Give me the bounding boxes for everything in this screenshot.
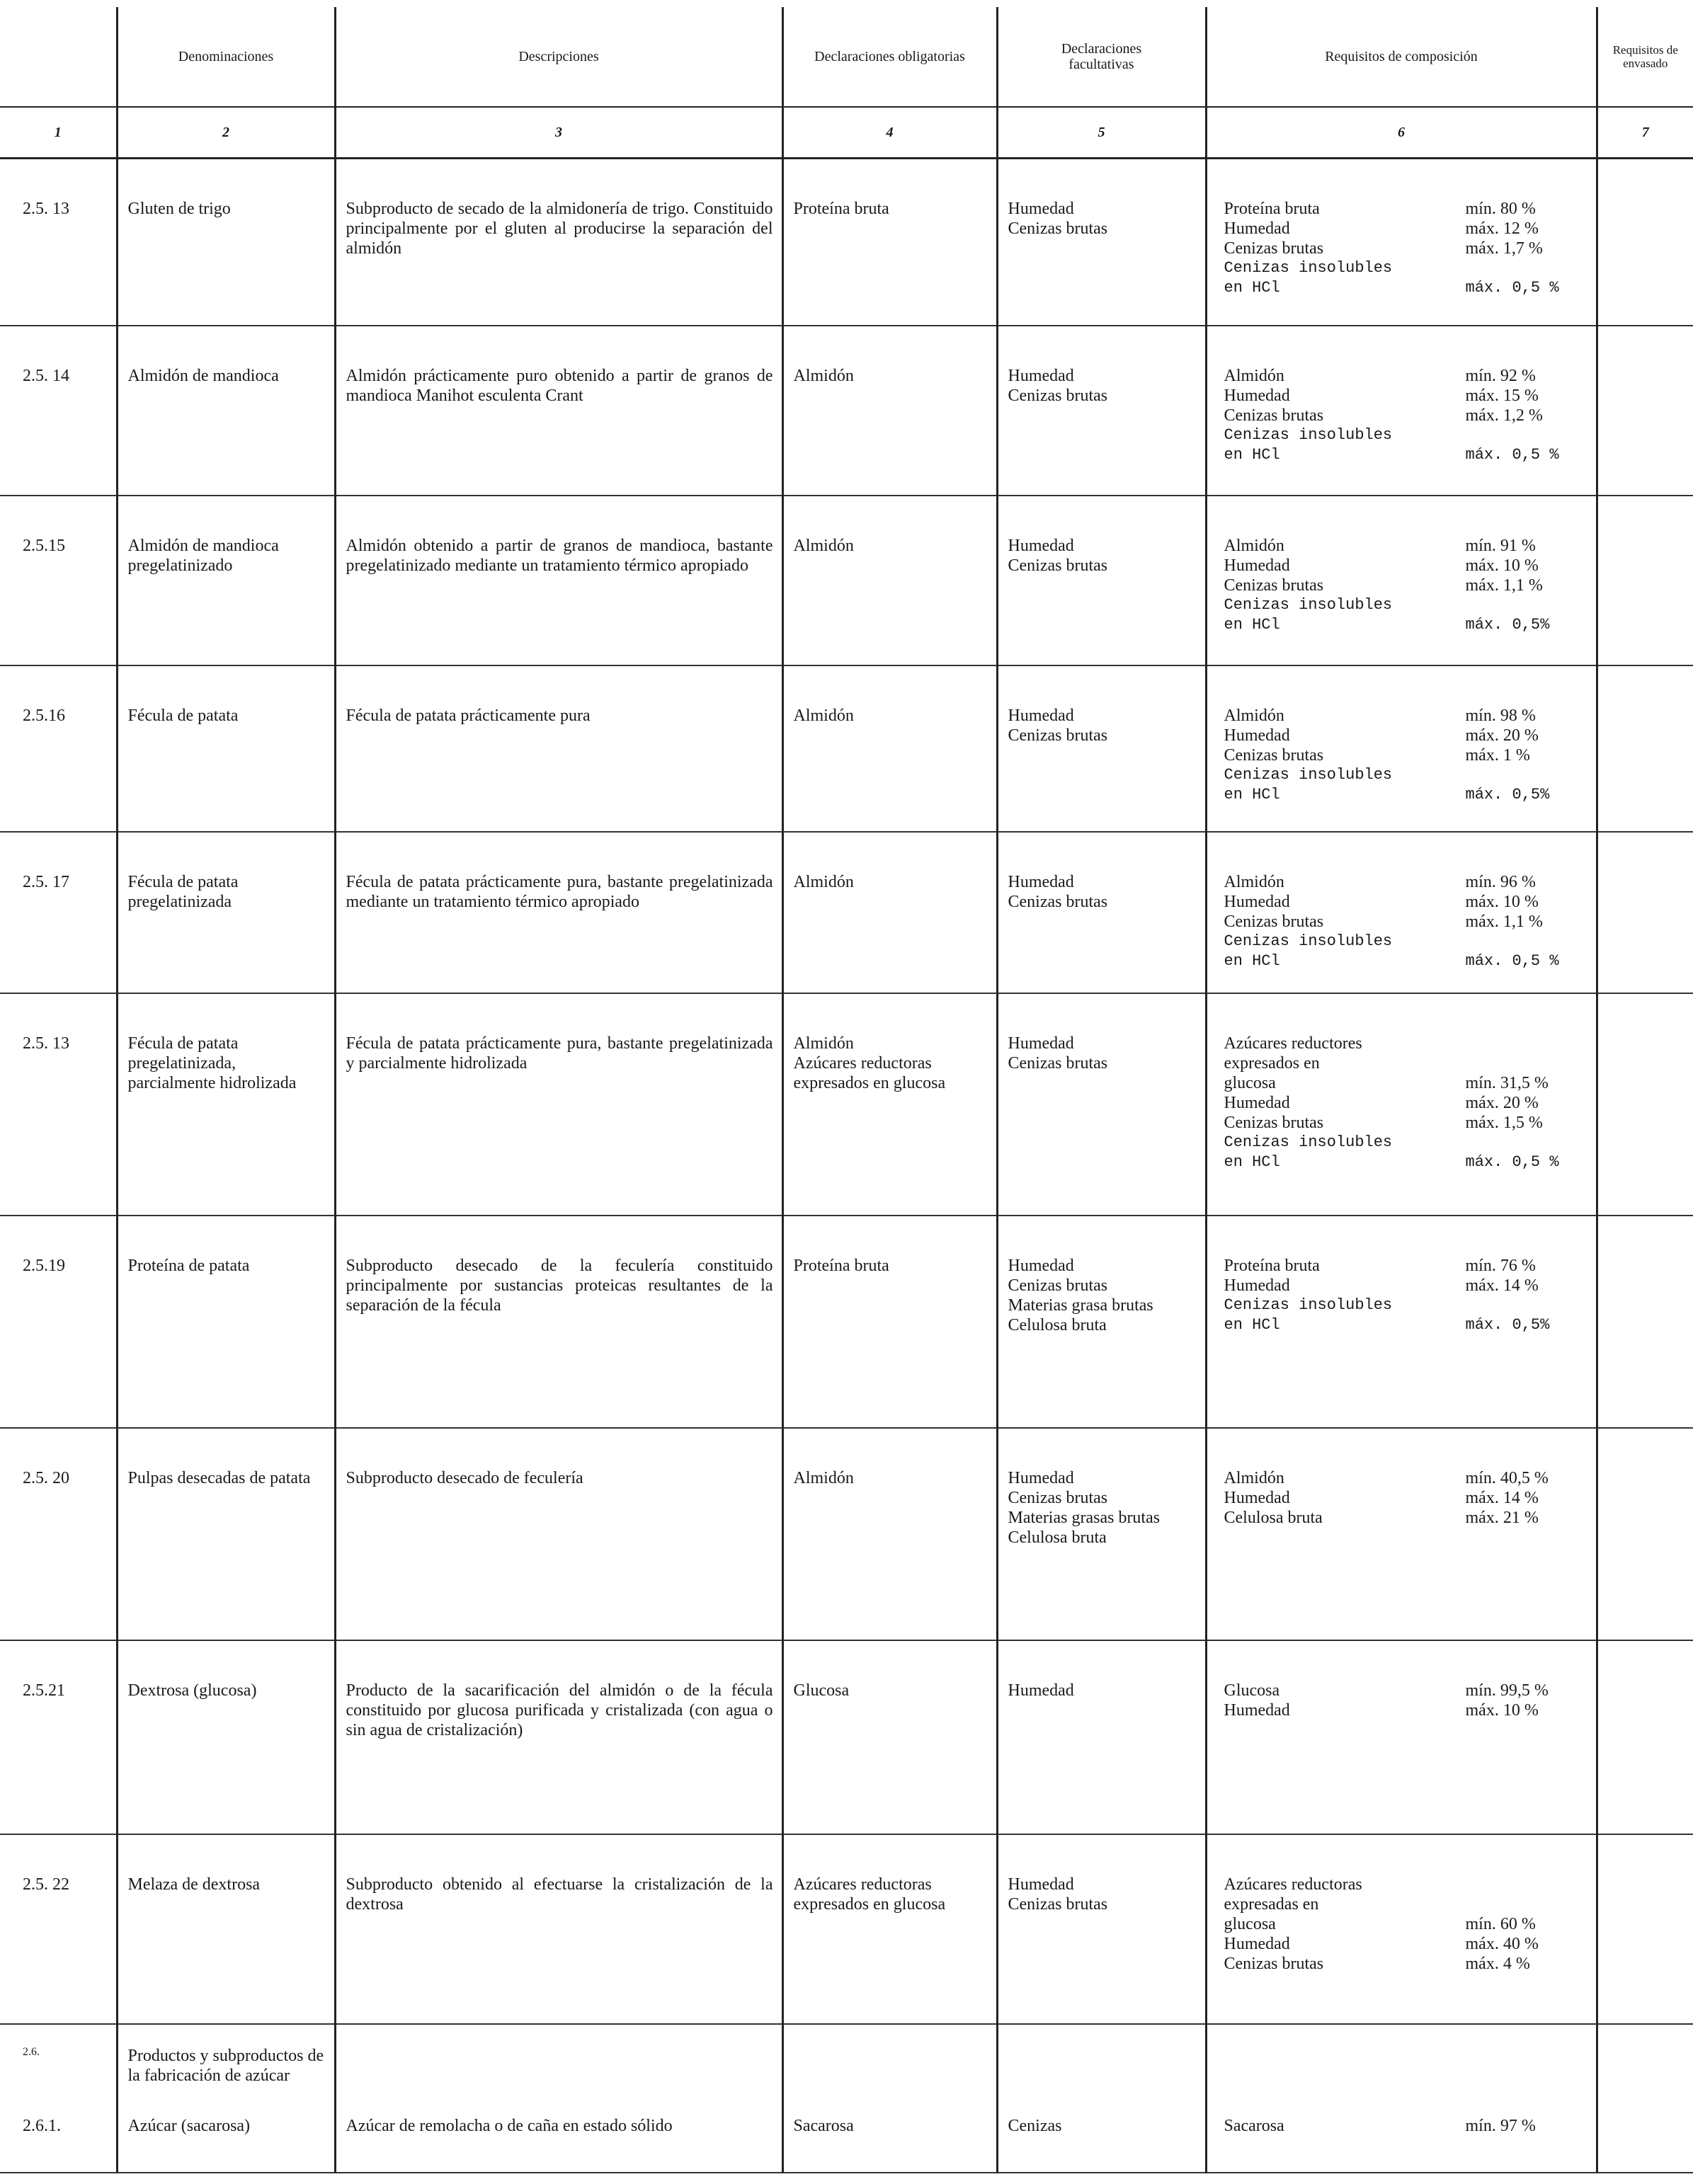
header-row [0, 7, 1693, 107]
table-row [0, 993, 1693, 1216]
composition-value: máx. 20 % [1465, 726, 1539, 745]
composition-label: Proteína bruta [1224, 1256, 1320, 1275]
composition-value [1466, 425, 1586, 445]
composition-label: Cenizas brutas [1224, 912, 1324, 931]
composition-label: en HCl [1224, 951, 1280, 970]
optional-declarations [998, 496, 1205, 583]
mandatory-item: Almidón [793, 1034, 854, 1053]
optional-item: Humedad [1008, 706, 1074, 725]
composition-value: mín. 98 % [1465, 706, 1536, 725]
product-description: Subproducto de secado de la almidonería de trigo. Constituido principalmente por el gluten al producirse la separación del almidón [346, 200, 773, 258]
product-description: Fécula de patata prácticamente pura [346, 706, 591, 725]
composition-label: Cenizas insolubles [1224, 259, 1393, 277]
header-descripciones: Descripciones [335, 7, 782, 107]
product-name: Dextrosa (glucosa) [127, 1681, 257, 1700]
composition-label: expresadas en [1224, 1894, 1319, 1914]
composition-requirements [1207, 1835, 1596, 1981]
product-code: 2.5. 14 [23, 366, 69, 385]
table-row [0, 832, 1693, 993]
product-description: Almidón obtenido a partir de granos de mandioca, bastante pregelatinizado mediante un tratamiento térmico apropiado [346, 536, 773, 575]
composition-value: mín. 92 % [1465, 366, 1536, 385]
product-name: Azúcar (sacarosa) [127, 2116, 251, 2135]
composition-value: máx. 1,1 % [1465, 576, 1543, 595]
composition-value [1466, 1296, 1586, 1315]
composition-value: máx. 10 % [1465, 892, 1539, 911]
optional-item: Humedad [1008, 1256, 1074, 1275]
composition-label: Cenizas insolubles [1224, 932, 1393, 950]
composition-label: Celulosa bruta [1224, 1508, 1323, 1527]
optional-item: Cenizas brutas [1008, 219, 1108, 238]
optional-declarations [998, 1641, 1205, 1708]
optional-item: Cenizas brutas [1008, 1053, 1108, 1073]
composition-value: máx. 1,7 % [1465, 239, 1543, 258]
optional-item: Humedad [1008, 1468, 1074, 1487]
mandatory-declarations [784, 496, 996, 563]
column-number: 7 [1597, 107, 1693, 159]
product-code: 2.5.19 [23, 1256, 65, 1275]
product-name: Fécula de patata pregelatinizada, parcialmente hidrolizada [127, 1034, 297, 1092]
table-row [0, 1428, 1693, 1640]
composition-label: Almidón [1224, 536, 1284, 555]
product-description: Subproducto obtenido al efectuarse la cristalización de la dextrosa [346, 1875, 773, 1914]
optional-declarations [998, 994, 1205, 1080]
composition-value: máx. 0,5 % [1465, 951, 1559, 970]
mandatory-item: Azúcares reductoras expresados en glucosa [793, 1053, 946, 1092]
optional-item: Cenizas brutas [1008, 1276, 1108, 1295]
mandatory-declarations [784, 326, 996, 393]
column-number: 6 [1206, 107, 1597, 159]
optional-declarations [998, 159, 1205, 246]
composition-label: Cenizas brutas [1224, 576, 1324, 595]
product-description: Azúcar de remolacha o de caña en estado sólido [346, 2116, 673, 2135]
composition-requirements [1207, 1429, 1596, 1535]
composition-requirements [1207, 666, 1596, 812]
optional-item: Cenizas brutas [1008, 1488, 1108, 1507]
product-name: Proteína de patata [127, 1256, 250, 1275]
composition-value: mín. 96 % [1465, 872, 1536, 891]
column-number: 2 [117, 107, 335, 159]
composition-label: Cenizas insolubles [1224, 765, 1393, 784]
composition-label: en HCl [1224, 279, 1280, 297]
composition-value: máx. 0,5% [1465, 1315, 1550, 1334]
table-row [0, 2095, 1693, 2173]
composition-value: mín. 60 % [1465, 1914, 1536, 1933]
composition-requirements [1207, 2095, 1596, 2143]
packaging-requirements [1597, 1834, 1693, 2024]
optional-item: Cenizas brutas [1008, 556, 1108, 575]
composition-label: en HCl [1224, 1315, 1280, 1334]
composition-requirements [1207, 994, 1596, 1179]
optional-item: Materias grasas brutas [1008, 1508, 1161, 1527]
composition-value: máx. 14 % [1465, 1488, 1539, 1507]
product-code: 2.5. 22 [23, 1875, 69, 1894]
composition-value: máx. 0,5 % [1465, 1153, 1559, 1171]
composition-requirements [1207, 496, 1596, 642]
composition-value: mín. 99,5 % [1465, 1681, 1549, 1700]
optional-declarations [998, 1835, 1205, 1921]
product-code: 2.5. 17 [23, 872, 69, 891]
composition-label: glucosa [1224, 1914, 1276, 1933]
composition-label: en HCl [1224, 785, 1280, 804]
composition-value: máx. 1,1 % [1465, 912, 1543, 931]
composition-value: máx. 14 % [1465, 1276, 1539, 1295]
mandatory-declarations [784, 994, 996, 1100]
product-description: Subproducto desecado de feculería [346, 1468, 583, 1487]
packaging-requirements [1597, 159, 1693, 326]
mandatory-declarations [784, 159, 996, 226]
packaging-requirements [1597, 2095, 1693, 2173]
composition-value [1466, 595, 1586, 615]
optional-declarations [998, 1429, 1205, 1555]
packaging-requirements [1597, 993, 1693, 1216]
optional-declarations: Cenizas [1008, 2116, 1062, 2135]
optional-item: Humedad [1008, 1034, 1074, 1053]
column-number: 1 [0, 107, 117, 159]
mandatory-declarations [784, 1835, 996, 1921]
product-code: 2.5.16 [23, 706, 65, 725]
composition-requirements [1207, 326, 1596, 472]
optional-item: Materias grasa brutas [1008, 1296, 1153, 1315]
composition-value: máx. 0,5 % [1465, 445, 1559, 464]
table-row [0, 159, 1693, 326]
mandatory-declarations [784, 1429, 996, 1495]
composition-label: Almidón [1224, 706, 1284, 725]
composition-value: máx. 1,5 % [1465, 1113, 1543, 1132]
composition-value [1466, 258, 1586, 278]
optional-item: Cenizas brutas [1008, 892, 1108, 911]
composition-requirements [1207, 159, 1596, 305]
composition-value: máx. 10 % [1465, 1700, 1539, 1720]
product-code: 2.6.1. [23, 2116, 61, 2135]
product-name: Fécula de patata pregelatinizada [127, 872, 239, 911]
optional-item: Humedad [1008, 1875, 1074, 1894]
section-name: Productos y subproductos de la fabricación de azúcar [127, 2046, 324, 2085]
optional-item: Humedad [1008, 1681, 1074, 1700]
mandatory-item: Almidón [793, 872, 854, 891]
composition-requirements [1207, 1216, 1596, 1342]
mandatory-item: Proteína bruta [793, 1256, 889, 1275]
product-code: 2.5.15 [23, 536, 65, 555]
composition-value: máx. 1 % [1465, 745, 1530, 765]
composition-label: Humedad [1224, 386, 1290, 405]
product-name: Gluten de trigo [127, 200, 231, 218]
composition-value: máx. 0,5 % [1465, 279, 1559, 297]
table-row [0, 496, 1693, 665]
composition-label: Almidón [1224, 366, 1284, 385]
product-name: Pulpas desecadas de patata [127, 1468, 311, 1487]
product-code: 2.5. 13 [23, 200, 69, 218]
composition-label: Humedad [1224, 556, 1290, 575]
optional-item: Humedad [1008, 536, 1074, 555]
optional-item: Humedad [1008, 366, 1074, 385]
packaging-requirements [1597, 1216, 1693, 1428]
composition-label: Humedad [1224, 726, 1290, 745]
packaging-requirements [1597, 665, 1693, 832]
mandatory-item: Almidón [793, 1468, 854, 1487]
composition-label: Almidón [1224, 1468, 1284, 1487]
column-number: 3 [335, 107, 782, 159]
composition-label: Humedad [1224, 1700, 1290, 1720]
composition-label: en HCl [1224, 445, 1280, 464]
composition-label: Glucosa [1224, 1681, 1280, 1700]
composition-label: Proteína bruta [1224, 200, 1320, 218]
optional-declarations [998, 326, 1205, 413]
composition-label: Almidón [1224, 872, 1284, 891]
composition-value: máx. 1,2 % [1465, 406, 1543, 425]
header-requisitos-composicion: Requisitos de composición [1206, 7, 1597, 107]
header-declaraciones-facultativas: Declaraciones facultativas [997, 7, 1206, 107]
mandatory-item: Proteína bruta [793, 200, 889, 218]
optional-item: Humedad [1008, 200, 1074, 218]
composition-value: mín. 31,5 % [1465, 1073, 1549, 1092]
composition-value: mín. 97 % [1465, 2116, 1536, 2135]
composition-value: máx. 15 % [1465, 386, 1539, 405]
header-requisitos-envasado: Requisitos de envasado [1597, 7, 1693, 107]
mandatory-item: Almidón [793, 366, 854, 385]
composition-value: mín. 91 % [1465, 536, 1536, 555]
composition-label: en HCl [1224, 615, 1280, 634]
header-blank [0, 7, 117, 107]
composition-requirements [1207, 1641, 1596, 1727]
composition-label: Sacarosa [1224, 2116, 1284, 2135]
composition-label: Humedad [1224, 1093, 1290, 1112]
composition-label: Cenizas insolubles [1224, 1296, 1393, 1314]
product-description: Fécula de patata prácticamente pura, bastante pregelatinizada mediante un tratamiento térmico apropiado [346, 872, 773, 911]
composition-value: máx. 0,5% [1465, 785, 1550, 804]
composition-value: máx. 12 % [1465, 219, 1539, 238]
composition-label: Cenizas brutas [1224, 239, 1324, 258]
mandatory-item: Azúcares reductoras expresados en glucosa [793, 1875, 946, 1914]
table-row [0, 1834, 1693, 2024]
composition-label: Humedad [1224, 1276, 1290, 1295]
section-row [0, 2024, 1693, 2095]
composition-label: glucosa [1224, 1073, 1276, 1092]
table-body [0, 159, 1693, 2173]
mandatory-item: Almidón [793, 706, 854, 725]
composition-label: Azúcares reductores [1224, 1034, 1362, 1053]
feed-materials-table [0, 7, 1693, 2173]
optional-item: Cenizas brutas [1008, 1894, 1108, 1914]
composition-requirements [1207, 833, 1596, 978]
column-number: 4 [782, 107, 997, 159]
section-code: 2.6. [23, 2045, 40, 2058]
composition-label: Humedad [1224, 1488, 1290, 1507]
composition-label: Azúcares reductoras [1224, 1875, 1362, 1894]
mandatory-declarations [784, 666, 996, 733]
packaging-requirements [1597, 496, 1693, 665]
product-description: Fécula de patata prácticamente pura, bastante pregelatinizada y parcialmente hidrolizada [346, 1034, 773, 1073]
product-code: 2.5.21 [23, 1681, 65, 1700]
composition-label: expresados en [1224, 1053, 1320, 1073]
composition-value: mín. 80 % [1465, 200, 1536, 218]
product-code: 2.5. 13 [23, 1034, 69, 1053]
product-name: Almidón de mandioca pregelatinizado [127, 536, 279, 575]
optional-declarations [998, 666, 1205, 753]
mandatory-declarations [784, 833, 996, 899]
packaging-requirements [1597, 326, 1693, 496]
composition-value [1466, 1133, 1586, 1153]
product-name: Almidón de mandioca [127, 366, 279, 385]
optional-declarations [998, 1216, 1205, 1342]
optional-item: Cenizas brutas [1008, 726, 1108, 745]
composition-label: Cenizas brutas [1224, 406, 1324, 425]
composition-label: Humedad [1224, 892, 1290, 911]
mandatory-declarations [784, 1641, 996, 1708]
optional-item: Celulosa bruta [1008, 1315, 1107, 1334]
optional-item: Humedad [1008, 872, 1074, 891]
composition-value [1466, 765, 1586, 785]
column-number-row [0, 107, 1693, 159]
composition-value [1466, 1875, 1586, 1894]
composition-label: en HCl [1224, 1153, 1280, 1171]
composition-value [1466, 1894, 1586, 1914]
composition-value: máx. 20 % [1465, 1093, 1539, 1112]
header-declaraciones-obligatorias: Declaraciones obligatorias [782, 7, 997, 107]
product-name: Melaza de dextrosa [127, 1875, 261, 1894]
optional-item: Cenizas brutas [1008, 386, 1108, 405]
composition-value [1466, 932, 1586, 951]
table-row [0, 1640, 1693, 1834]
column-number: 5 [997, 107, 1206, 159]
product-name: Fécula de patata [127, 706, 239, 725]
packaging-requirements [1597, 1640, 1693, 1834]
composition-label: Cenizas insolubles [1224, 595, 1393, 614]
mandatory-item: Glucosa [793, 1681, 850, 1700]
composition-label: Cenizas brutas [1224, 745, 1324, 765]
composition-value [1466, 1053, 1586, 1073]
product-description: Subproducto desecado de la feculería constituido principalmente por sustancias proteicas resultantes de la separación de la fécula [346, 1256, 773, 1315]
optional-item: Celulosa bruta [1008, 1528, 1107, 1547]
mandatory-item: Almidón [793, 536, 854, 555]
composition-label: Cenizas brutas [1224, 1954, 1324, 1973]
product-description: Producto de la sacarificación del almidón o de la fécula constituido por glucosa purificada y cristalizada (con agua o sin agua de cristalización) [346, 1681, 773, 1739]
composition-value: mín. 76 % [1465, 1256, 1536, 1275]
composition-label: Humedad [1224, 219, 1290, 238]
mandatory-declarations: Sacarosa [793, 2116, 854, 2135]
composition-value: mín. 40,5 % [1465, 1468, 1549, 1487]
composition-value: máx. 10 % [1465, 556, 1539, 575]
composition-label: Cenizas insolubles [1224, 1133, 1393, 1151]
composition-label: Cenizas insolubles [1224, 425, 1393, 444]
product-code: 2.5. 20 [23, 1468, 69, 1487]
composition-value: máx. 0,5% [1465, 615, 1550, 634]
table-row [0, 326, 1693, 496]
composition-label: Cenizas brutas [1224, 1113, 1324, 1132]
header-denominaciones: Denominaciones [117, 7, 335, 107]
table-row [0, 1216, 1693, 1428]
mandatory-declarations [784, 1216, 996, 1283]
product-description: Almidón prácticamente puro obtenido a partir de granos de mandioca Manihot esculenta Crant [346, 366, 773, 405]
packaging-requirements [1597, 1428, 1693, 1640]
composition-value: máx. 40 % [1465, 1934, 1539, 1953]
packaging-requirements [1597, 832, 1693, 993]
composition-value [1466, 1034, 1586, 1053]
optional-declarations [998, 833, 1205, 919]
composition-label: Humedad [1224, 1934, 1290, 1953]
composition-value: máx. 4 % [1465, 1954, 1530, 1973]
composition-value: máx. 21 % [1465, 1508, 1539, 1527]
table-row [0, 665, 1693, 832]
